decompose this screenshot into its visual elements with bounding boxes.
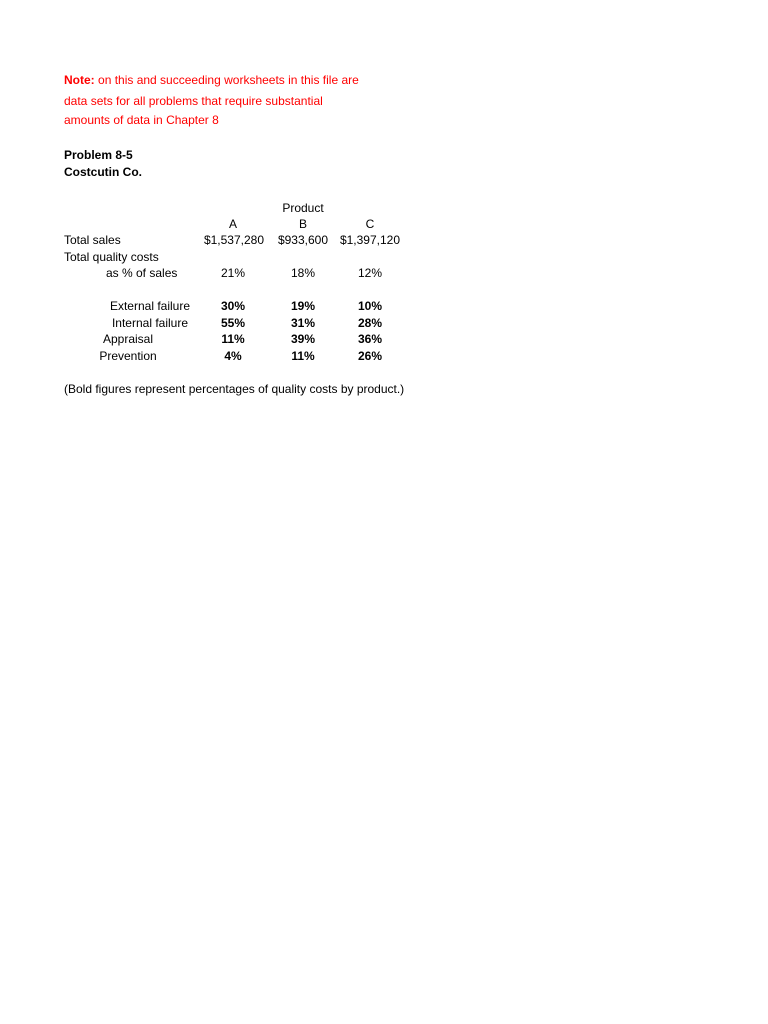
- category-value-b: 11%: [291, 349, 315, 363]
- category-value-c: 28%: [357, 316, 383, 330]
- footnote: (Bold figures represent percentages of quality costs by product.): [64, 382, 405, 396]
- category-value-c: 36%: [357, 332, 383, 346]
- column-header-b: B: [298, 217, 307, 231]
- total-sales-c: $1,397,120: [339, 233, 400, 247]
- note-text-1: on this and succeeding worksheets in this file are: [98, 73, 359, 87]
- product-header: Product: [282, 201, 324, 215]
- category-value-a: 30%: [220, 299, 246, 313]
- column-header-a: A: [228, 217, 237, 231]
- category-value-b: 39%: [290, 332, 316, 346]
- note-line-1: [64, 72, 359, 88]
- category-value-a: 11%: [221, 332, 245, 346]
- category-value-c: 26%: [357, 349, 383, 363]
- category-label: Internal failure: [111, 316, 189, 330]
- problem-title: Problem 8-5: [64, 148, 133, 162]
- column-header-c: C: [365, 217, 375, 231]
- note-line-2: data sets for all problems that require substantial: [64, 94, 323, 108]
- quality-cost-pct-a: 21%: [220, 266, 246, 280]
- total-quality-costs-label: Total quality costs: [64, 250, 159, 264]
- category-value-a: 4%: [224, 349, 242, 363]
- company-name: Costcutin Co.: [64, 165, 142, 179]
- note-label: Note:: [64, 73, 95, 87]
- category-value-b: 31%: [290, 316, 316, 330]
- total-sales-label: Total sales: [64, 233, 121, 247]
- category-label: Prevention: [99, 349, 157, 363]
- category-label: Appraisal: [102, 332, 154, 346]
- pct-of-sales-label: as % of sales: [106, 266, 178, 280]
- note-line-3: amounts of data in Chapter 8: [64, 113, 219, 127]
- total-sales-b: $933,600: [277, 233, 328, 247]
- category-label: External failure: [109, 299, 191, 313]
- category-value-c: 10%: [357, 299, 383, 313]
- total-sales-a: $1,537,280: [203, 233, 264, 247]
- quality-cost-pct-b: 18%: [290, 266, 316, 280]
- category-value-b: 19%: [290, 299, 316, 313]
- quality-cost-pct-c: 12%: [357, 266, 383, 280]
- category-value-a: 55%: [220, 316, 246, 330]
